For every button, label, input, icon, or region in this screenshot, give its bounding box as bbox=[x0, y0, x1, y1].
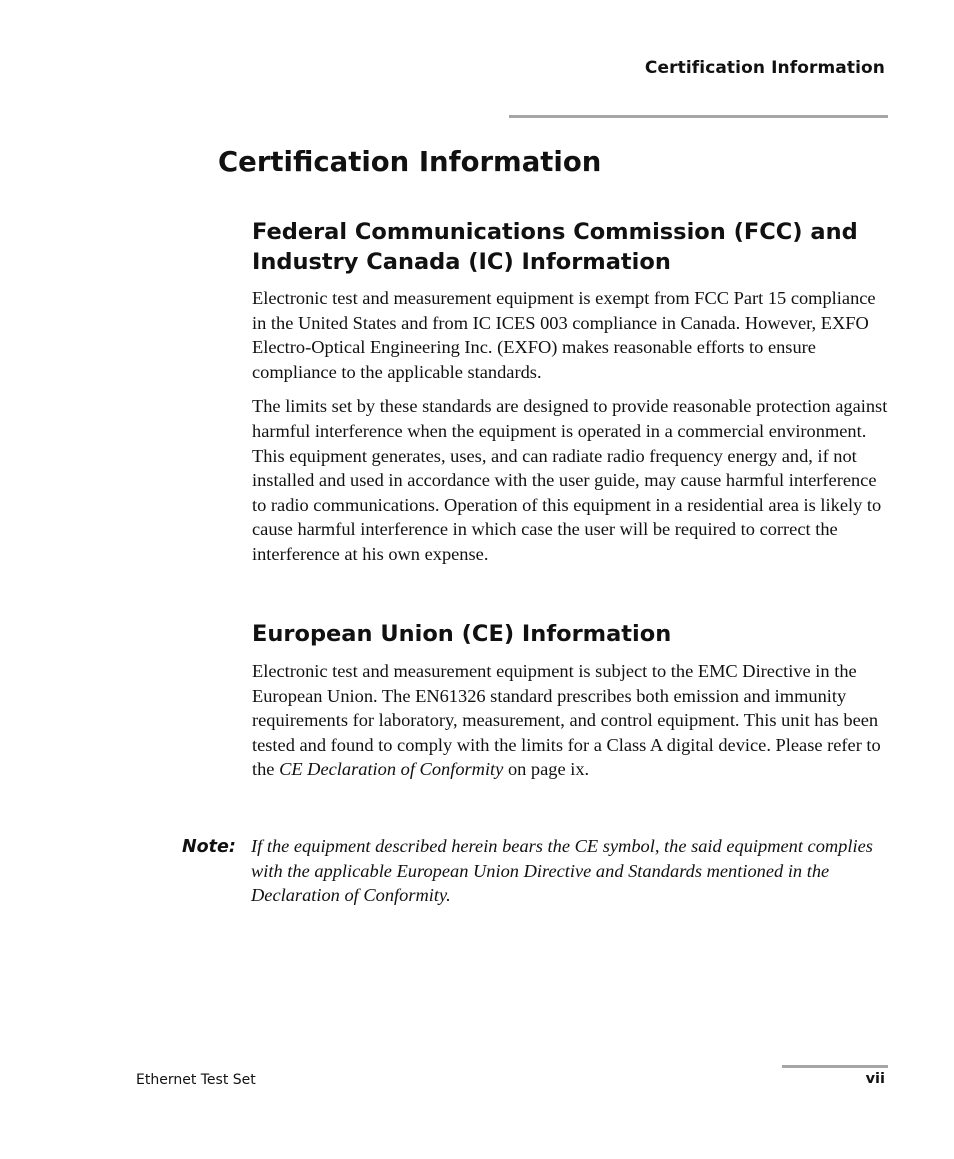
ce-paragraph-text: Electronic test and measurement equipment is subject to the EMC Directive in the European Union. The EN61326 standard prescribes both emission and immunity requirements for laboratory, measurement, and control equipment. This unit has been tested and found to comply with the limits for a Class A digital device. Please refer to the bbox=[252, 661, 881, 780]
ce-paragraph-page-ref: on page ix. bbox=[503, 759, 590, 780]
ce-heading: European Union (CE) Information bbox=[252, 621, 672, 647]
header-rule bbox=[509, 115, 888, 118]
fcc-heading-line2: Industry Canada (IC) Information bbox=[252, 249, 671, 275]
ce-declaration-reference: CE Declaration of Conformity bbox=[279, 759, 504, 780]
note-text: If the equipment described herein bears the CE symbol, the said equipment complies with the applicable European Union Directive and Standards mentioned in the Declaration of Conformity. bbox=[251, 836, 873, 906]
fcc-paragraph-2: The limits set by these standards are designed to provide reasonable protection against harmful interference when the equipment is operated in a commercial environment. This equipment generates, uses, and can radiate radio frequency energy and, if not installed and used in accordance with the user guide, may cause harmful interference to radio communications. Operation of this equipment in a residential area is likely to cause harmful interference in which case the user will be required to correct the interference at his own expense. bbox=[252, 396, 888, 564]
page-title: Certification Information bbox=[218, 146, 602, 178]
fcc-heading bbox=[252, 217, 888, 277]
note-label: Note: bbox=[182, 837, 236, 857]
footer-rule bbox=[782, 1065, 888, 1068]
footer-doc-title: Ethernet Test Set bbox=[136, 1072, 256, 1088]
ce-section bbox=[252, 619, 888, 782]
page-number: vii bbox=[865, 1071, 885, 1087]
fcc-heading-line1: Federal Communications Commission (FCC) and bbox=[252, 219, 858, 245]
ce-paragraph bbox=[252, 659, 888, 782]
running-header: Certification Information bbox=[644, 58, 885, 78]
fcc-paragraph-1: Electronic test and measurement equipment is exempt from FCC Part 15 compliance in the United States and from IC ICES 003 compliance in Canada. However, EXFO Electro-Optical Engineering Inc. (EXFO) makes reasonable efforts to ensure compliance to the applicable standards. bbox=[252, 288, 876, 382]
fcc-section bbox=[252, 217, 888, 567]
